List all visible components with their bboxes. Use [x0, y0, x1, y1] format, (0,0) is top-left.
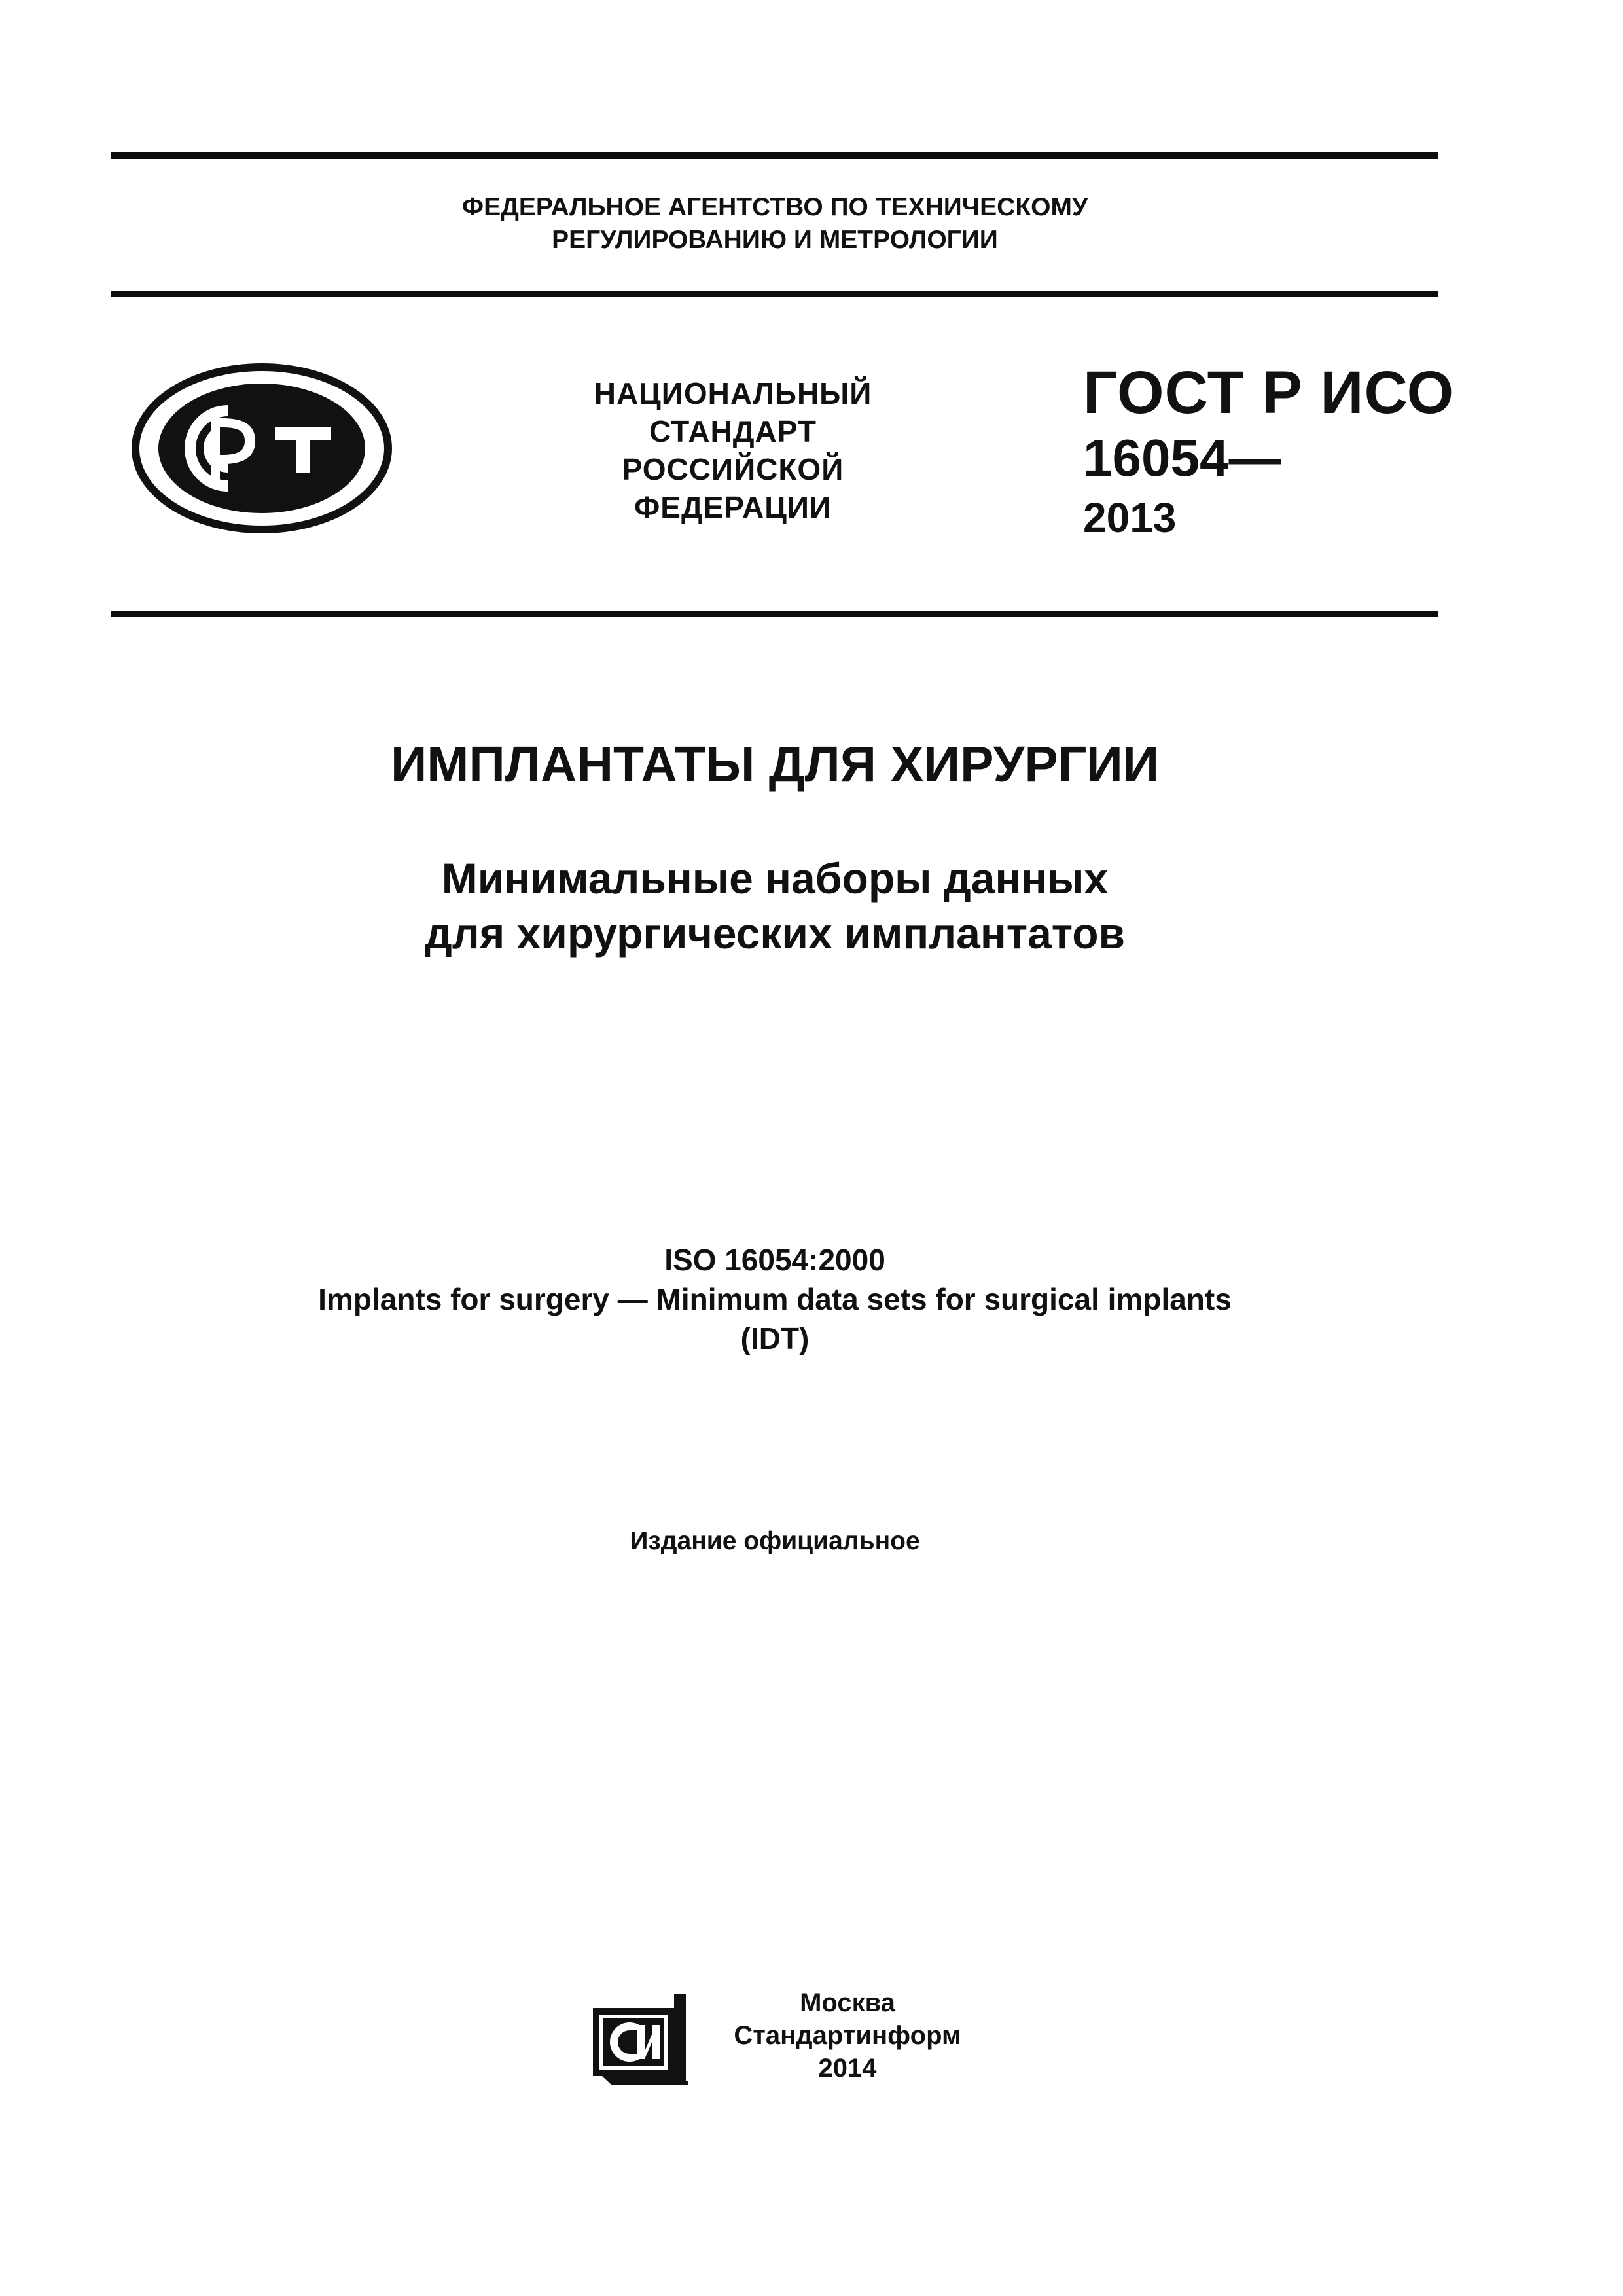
document-title: ИМПЛАНТАТЫ ДЛЯ ХИРУРГИИ — [390, 736, 1160, 793]
iso-reference-line-1: ISO 16054:2000 — [664, 1243, 885, 1277]
iso-reference-line-3: (IDT) — [740, 1321, 810, 1355]
agency-line-2: РЕГУЛИРОВАНИЮ И МЕТРОЛОГИИ — [552, 226, 998, 254]
title-block-rule — [111, 611, 1438, 617]
designation-line-2: 16054— — [1083, 429, 1281, 487]
publisher-city: Москва — [800, 1988, 895, 2017]
iso-reference-line-2: Implants for surgery — Minimum data sets for surgical implants — [318, 1282, 1232, 1316]
subtitle-line-1: Минимальные наборы данных — [441, 854, 1109, 903]
designation-line-1: ГОСТ Р ИСО — [1083, 359, 1455, 426]
publisher-block — [713, 1986, 982, 2085]
subtitle-line-2: для хирургических имплантатов — [424, 909, 1126, 958]
publication-year: 2014 — [818, 2054, 877, 2083]
rst-logo-icon — [131, 363, 393, 533]
national-standard-line-1: НАЦИОНАЛЬНЫЙ — [594, 376, 872, 410]
top-rule — [111, 152, 1438, 159]
publisher-name: Стандартинформ — [734, 2021, 961, 2050]
national-standard-line-2: СТАНДАРТ — [649, 414, 817, 448]
national-standard-label — [537, 374, 929, 526]
standard-designation — [1083, 360, 1454, 545]
document-subtitle — [111, 851, 1438, 961]
national-standard-line-4: ФЕДЕРАЦИИ — [634, 490, 832, 524]
agency-line-1: ФЕДЕРАЛЬНОЕ АГЕНТСТВО ПО ТЕХНИЧЕСКОМУ — [461, 193, 1088, 221]
standartinform-logo-icon — [590, 1990, 695, 2085]
edition-label: Издание официальное — [630, 1527, 920, 1555]
iso-reference — [111, 1240, 1438, 1358]
designation-line-3: 2013 — [1083, 494, 1177, 541]
national-standard-line-3: РОССИЙСКОЙ — [622, 452, 844, 486]
agency-header — [111, 191, 1438, 257]
header-rule — [111, 291, 1438, 297]
